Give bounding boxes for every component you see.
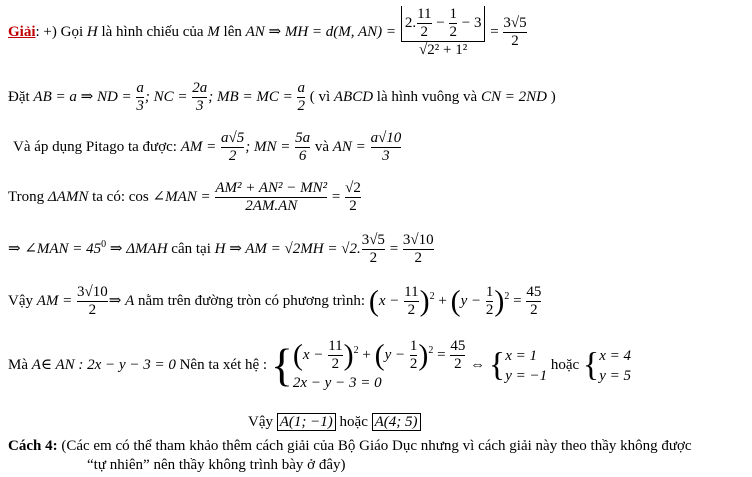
line-6: Vậy AM = $\frac{3√10}{2}$ ⇒ A nằm trên đường tròn có phương trình: (x − $\frac{11}{2}$ )$^2$ + (y − $\frac{1}{2}$ )$^2$ = $\frac{45}{2}$ [8,284,542,318]
answer-1: A(1; −1) [277,413,336,431]
line-5: ⇒ ∠MAN = $45^0$ ⇒ ΔMAH cân tại H ⇒ AM = √2MH = √2. $\frac{3√5}{2}$ = $\frac{3√10}{2}$ [8,232,434,266]
equation-system: (x − $\frac{11}{2}$ )$^2$ + (y − $\frac{1}{2}$ )$^2$ = $\frac{45}{2}$ 2x − y − 3 = 0 [292,338,466,391]
line-1: Giải: +) Gọi H là hình chiếu của M lên AN ⇒ MH = d(M, AN) = 2. $\frac{11}{2}$ − $\frac{1}{2}$ − 3 √2² + 1² = $\frac{3√5}{2}$ [8,6,527,58]
answer-2: A(4; 5) [372,413,421,431]
line-8: Vậy A(1; −1) hoặc A(4; 5) [248,414,752,431]
cach4-paragraph: Cách 4: (Các em có thể tham khảo thêm cách giải của Bộ Giáo Dục nhưng vì cách giải này theo thầy không được [8,438,692,454]
line-4: Trong ΔAMN ta có: cos ∠MAN = $\frac{\text{AM² + AN² − MN²}}{2AM.AN}$ = $\frac{√2}{2}$ [8,180,361,214]
distance-fraction: 2. $\frac{11}{2}$ − $\frac{1}{2}$ − 3 √2² + 1² [401,6,486,59]
line-3: Và áp dụng Pitago ta được: AM = $\frac{a√5}{2}$ ; MN = $\frac{5a}{6}$ và AN = $\frac{a√10}{3}$ [13,130,402,164]
line-2: Đặt AB = a ⇒ ND = $\frac{a}{3}$ ; NC = $\frac{2a}{3}$ ; MB = MC = $\frac{a}{2}$ ( vì ABCD là hình vuông và CN = 2ND ) [8,80,556,114]
line-7: Mà A∈ AN : 2x − y − 3 = 0 Nên ta xét hệ : { (x − $\frac{11}{2}$ )$^2$ + (y − $\frac{1}{2}$ )$^2$ = $\frac{45}{2}$ 2x − y − 3 = 0 ⇔ { x = 1 y = −1 hoặc { x = 4 y = 5 [8,338,632,391]
cach4-line2: “tự nhiên” nên thầy không trình bày ở đây) [87,457,346,473]
cach4-label: Cách 4: [8,438,58,454]
solution-label: Giải [8,23,36,40]
